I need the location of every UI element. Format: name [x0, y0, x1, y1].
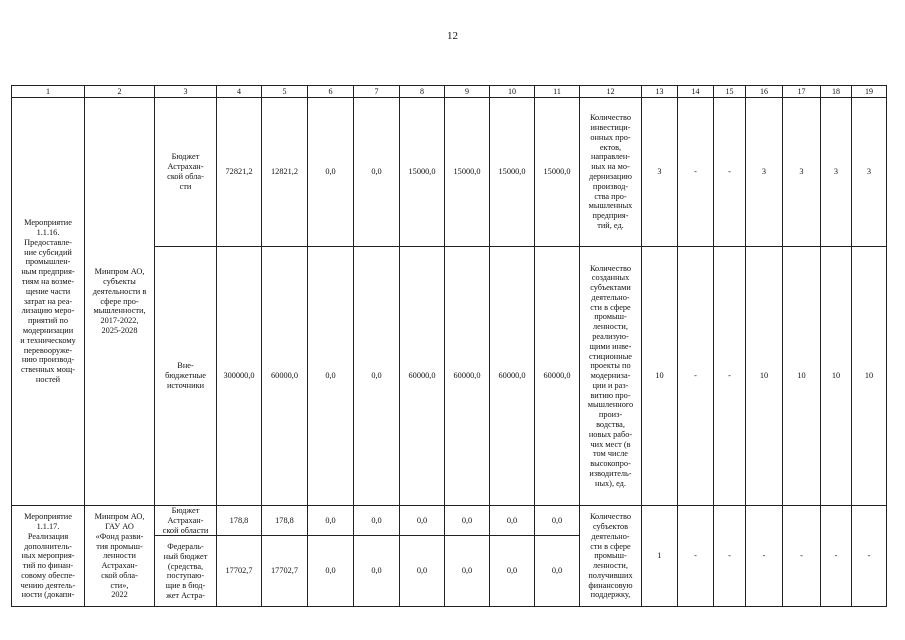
target-cell: 10 [821, 247, 852, 506]
column-number-cell: 9 [445, 86, 490, 98]
target-cell: - [821, 506, 852, 607]
value-cell: 0,0 [354, 506, 400, 536]
funding-source-cell: Вне- бюджетные источники [155, 247, 217, 506]
value-cell: 15000,0 [535, 98, 580, 247]
column-number-cell: 6 [308, 86, 354, 98]
column-number-cell: 14 [678, 86, 714, 98]
value-cell: 0,0 [400, 506, 445, 536]
value-cell: 0,0 [445, 536, 490, 607]
value-cell: 0,0 [354, 98, 400, 247]
funding-source-cell: Бюджет Астрахан- ской области [155, 506, 217, 536]
value-cell: 60000,0 [490, 247, 535, 506]
table-row [12, 98, 887, 247]
target-cell: - [783, 506, 821, 607]
funding-source-cell: Федераль- ный бюджет (средства, поступаю- щие в бюд- жет Астра- [155, 536, 217, 607]
value-cell: 0,0 [445, 506, 490, 536]
target-cell: - [852, 506, 887, 607]
target-cell: 10 [783, 247, 821, 506]
column-number-cell: 12 [580, 86, 642, 98]
value-cell: 60000,0 [445, 247, 490, 506]
value-cell: 300000,0 [217, 247, 262, 506]
column-number-cell: 17 [783, 86, 821, 98]
value-cell: 0,0 [490, 506, 535, 536]
program-table [11, 85, 887, 607]
value-cell: 15000,0 [400, 98, 445, 247]
value-cell: 17702,7 [217, 536, 262, 607]
value-cell: 0,0 [535, 536, 580, 607]
column-number-cell: 3 [155, 86, 217, 98]
value-cell: 178,8 [262, 506, 308, 536]
value-cell: 72821,2 [217, 98, 262, 247]
funding-source-cell: Бюджет Астрахан- ской обла- сти [155, 98, 217, 247]
column-number-cell: 1 [12, 86, 85, 98]
value-cell: 60000,0 [400, 247, 445, 506]
column-number-cell: 8 [400, 86, 445, 98]
column-number-cell: 10 [490, 86, 535, 98]
value-cell: 60000,0 [535, 247, 580, 506]
value-cell: 0,0 [354, 247, 400, 506]
value-cell: 0,0 [308, 247, 354, 506]
value-cell: 17702,7 [262, 536, 308, 607]
page-number: 12 [447, 30, 458, 42]
value-cell: 0,0 [400, 536, 445, 607]
target-cell: - [678, 506, 714, 607]
target-cell: 3 [783, 98, 821, 247]
table-row [12, 506, 887, 536]
target-cell: 3 [642, 98, 678, 247]
target-cell: - [678, 247, 714, 506]
value-cell: 0,0 [308, 506, 354, 536]
value-cell: 12821,2 [262, 98, 308, 247]
column-number-cell: 19 [852, 86, 887, 98]
column-number-cell: 11 [535, 86, 580, 98]
column-number-cell: 15 [714, 86, 746, 98]
target-cell: 3 [746, 98, 783, 247]
value-cell: 0,0 [308, 536, 354, 607]
value-cell: 0,0 [354, 536, 400, 607]
target-cell: 10 [852, 247, 887, 506]
column-number-cell: 4 [217, 86, 262, 98]
column-number-cell: 18 [821, 86, 852, 98]
column-number-cell: 5 [262, 86, 308, 98]
column-number-cell: 16 [746, 86, 783, 98]
column-number-row [12, 86, 887, 98]
target-cell: - [746, 506, 783, 607]
value-cell: 15000,0 [490, 98, 535, 247]
target-cell: - [678, 98, 714, 247]
column-number-cell: 13 [642, 86, 678, 98]
indicator-cell: Количество созданных субъектами деятельно- сти в сфере промыш- ленности, реализую- щими инве- стиционные проекты по модерниза- ции и раз- витию про- мышленного произ- водства, новых рабо- чих мест (в том числе высокопро- изводитель- ных), ед. [580, 247, 642, 506]
indicator-cell: Количество инвестици- онных про- ектов, направлен- ных на мо- дернизацию производ- ства про- мышленных предприя- тий, ед. [580, 98, 642, 247]
column-number-cell: 7 [354, 86, 400, 98]
target-cell: 10 [642, 247, 678, 506]
target-cell: 3 [821, 98, 852, 247]
value-cell: 0,0 [308, 98, 354, 247]
executor-cell: Минпром АО, субъекты деятельности в сфере про- мышленности, 2017-2022, 2025-2028 [85, 98, 155, 506]
value-cell: 15000,0 [445, 98, 490, 247]
target-cell: - [714, 506, 746, 607]
indicator-cell: Количество субъектов деятельно- сти в сфере промыш- ленности, получивших финансовую поддержку, [580, 506, 642, 607]
value-cell: 0,0 [535, 506, 580, 536]
column-number-cell: 2 [85, 86, 155, 98]
target-cell: - [714, 247, 746, 506]
target-cell: 1 [642, 506, 678, 607]
target-cell: - [714, 98, 746, 247]
value-cell: 0,0 [490, 536, 535, 607]
target-cell: 10 [746, 247, 783, 506]
event-name-cell: Мероприятие 1.1.17. Реализация дополнитель- ных мероприя- тий по финан- совому обеспе- чению деятель- ности (докапи- [12, 506, 85, 607]
executor-cell: Минпром АО, ГАУ АО «Фонд разви- тия промыш- ленности Астрахан- ской обла- сти», 2022 [85, 506, 155, 607]
value-cell: 60000,0 [262, 247, 308, 506]
value-cell: 178,8 [217, 506, 262, 536]
event-name-cell: Мероприятие 1.1.16. Предоставле- ние субсидий промышлен- ным предприя- тиям на возме- щение части затрат на реа- лизацию меро- приятий по модернизации и техническому перевооруже- нию производ- ственных мощ- ностей [12, 98, 85, 506]
target-cell: 3 [852, 98, 887, 247]
